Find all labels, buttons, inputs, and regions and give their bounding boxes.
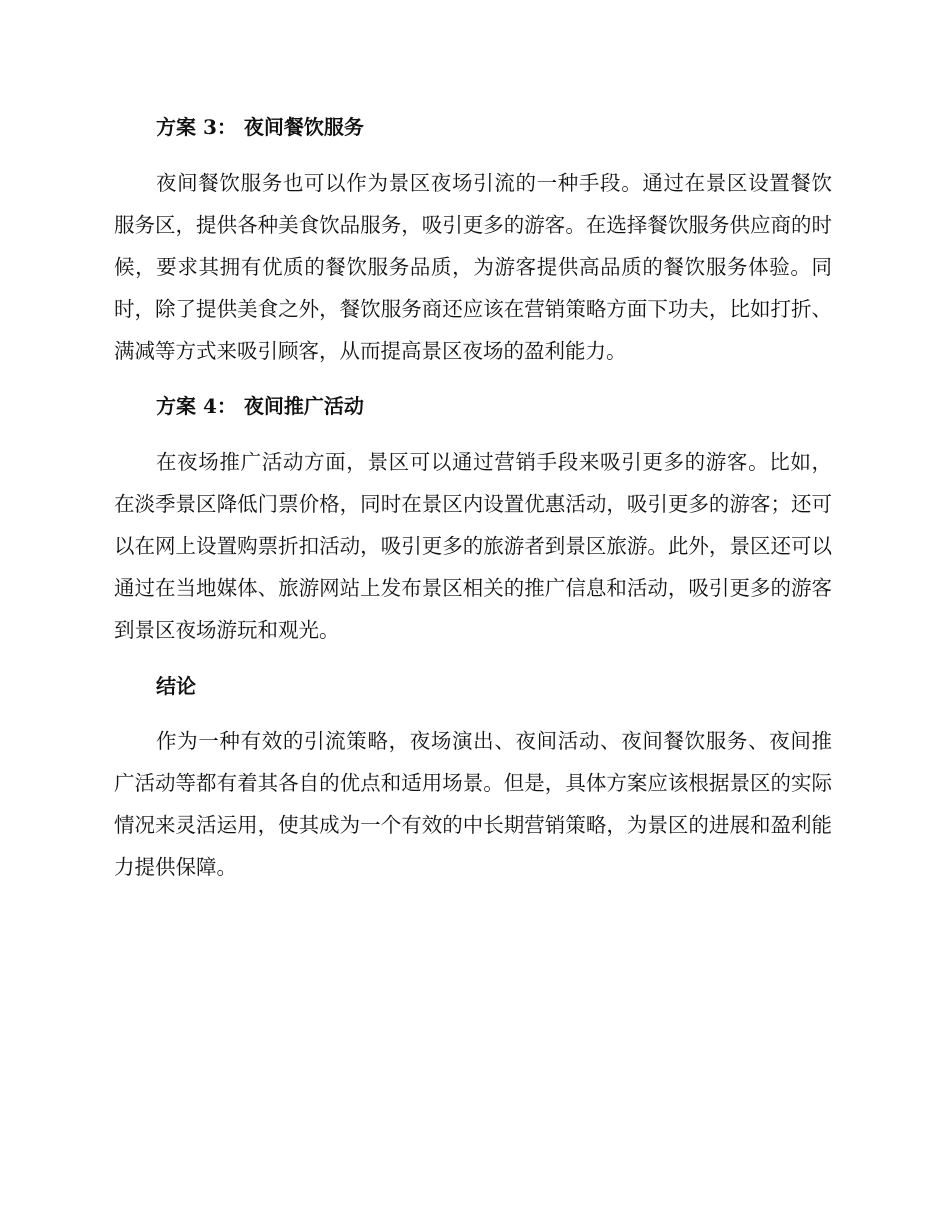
section-heading-plan-4: 方案 4： 夜间推广活动 <box>156 394 364 418</box>
section-heading-conclusion: 结论 <box>156 674 196 698</box>
section-body-conclusion: 作为一种有效的引流策略，夜场演出、夜间活动、夜间餐饮服务、夜间推广活动等都有着其各自的优点和适用场景。但是，具体方案应该根据景区的实际情况来灵活运用，使其成为一个有效的中长期营销策略，为景区的进展和盈利能力提供保障。 <box>114 729 832 879</box>
section-body-plan-3: 夜间餐饮服务也可以作为景区夜场引流的一种手段。通过在景区设置餐饮服务区，提供各种美食饮品服务，吸引更多的游客。在选择餐饮服务供应商的时候，要求其拥有优质的餐饮服务品质，为游客提供高品质的餐饮服务体验。同时，除了提供美食之外，餐饮服务商还应该在营销策略方面下功夫，比如打折、满减等方式来吸引顾客，从而提高景区夜场的盈利能力。 <box>114 171 832 363</box>
section-heading-plan-3: 方案 3： 夜间餐饮服务 <box>156 115 364 139</box>
section-body-plan-4: 在夜场推广活动方面，景区可以通过营销手段来吸引更多的游客。比如，在淡季景区降低门票价格，同时在景区内设置优惠活动，吸引更多的游客；还可以在网上设置购票折扣活动，吸引更多的旅游者到景区旅游。此外，景区还可以通过在当地媒体、旅游网站上发布景区相关的推广信息和活动，吸引更多的游客到景区夜场游玩和观光。 <box>114 450 832 642</box>
